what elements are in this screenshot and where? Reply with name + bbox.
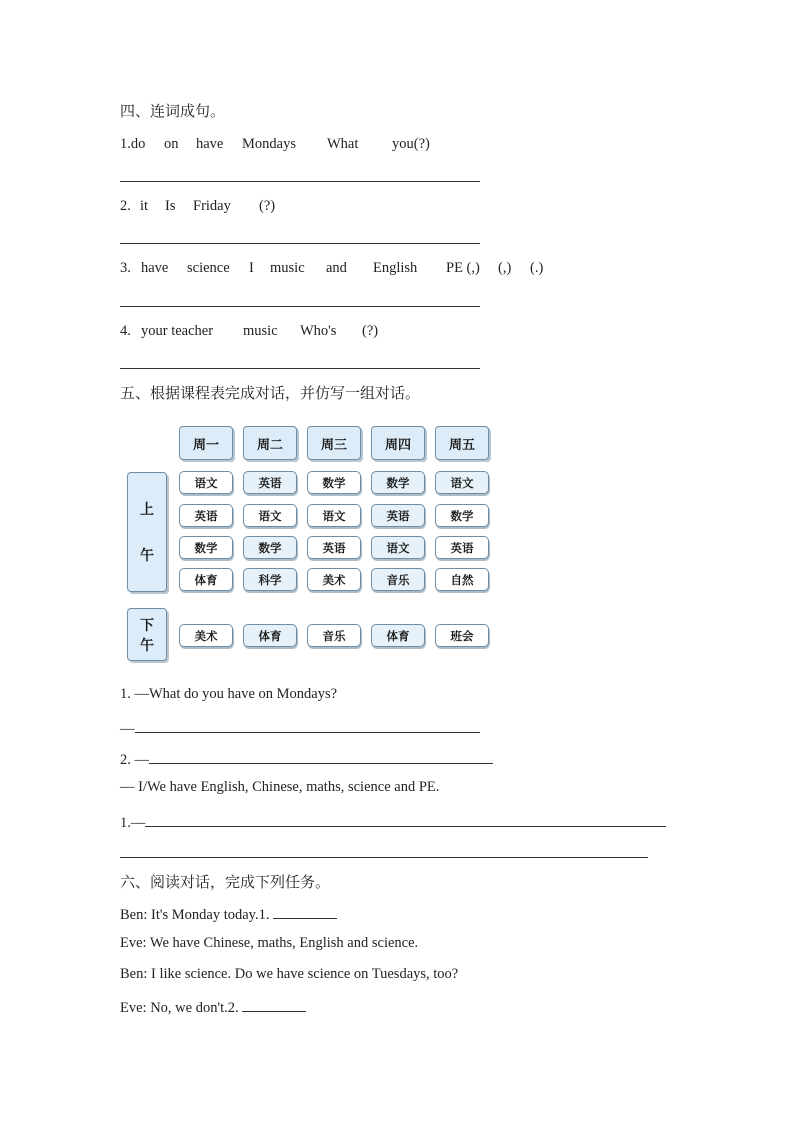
reading-text: Eve: No, we don't.2. [120, 1000, 243, 1016]
word: 4. [120, 323, 131, 339]
day-header-wed: 周三 [307, 426, 361, 460]
morning-label [127, 472, 167, 592]
answer-line[interactable] [120, 181, 480, 182]
word: Who's [300, 323, 337, 339]
word: your teacher [141, 323, 214, 339]
timetable-cell: 英语 [243, 471, 297, 494]
word: have [196, 136, 224, 152]
word: 2. [120, 198, 131, 214]
imitation-prefix: 1.— [120, 815, 146, 831]
word: music [243, 323, 278, 339]
timetable-cell: 英语 [435, 536, 489, 559]
timetable-cell: 英语 [307, 536, 361, 559]
dialogue-2-answer: — I/We have English, Chinese, maths, science and PE. [120, 779, 440, 795]
timetable-cell: 班会 [435, 624, 489, 647]
timetable-cell: 自然 [435, 568, 489, 591]
dialogue-2-question [120, 748, 493, 769]
answer-blank[interactable] [149, 748, 493, 764]
dialogue-2-prefix: 2. — [120, 752, 149, 768]
timetable-cell: 语文 [371, 536, 425, 559]
timetable-cell: 英语 [179, 504, 233, 527]
reading-line-4 [120, 997, 306, 1017]
timetable-cell: 语文 [435, 471, 489, 494]
word: English [373, 260, 418, 276]
word: and [326, 260, 347, 276]
word: you(?) [392, 136, 430, 152]
word: Friday [193, 198, 231, 214]
day-header-mon: 周一 [179, 426, 233, 460]
timetable-cell: 数学 [179, 536, 233, 559]
dialogue-1-answer [120, 717, 480, 738]
morning-label-char: 午 [140, 548, 154, 564]
answer-blank[interactable] [145, 811, 666, 827]
answer-blank[interactable] [273, 904, 337, 919]
section4-heading: 四、连词成句。 [120, 102, 226, 120]
afternoon-label-char: 午 [140, 637, 154, 654]
timetable-cell: 语文 [243, 504, 297, 527]
reading-line-1 [120, 904, 337, 924]
section5-heading: 五、根据课程表完成对话，并仿写一组对话。 [120, 384, 421, 402]
day-header-thu: 周四 [371, 426, 425, 460]
word: (?) [362, 323, 379, 339]
timetable-cell: 科学 [243, 568, 297, 591]
timetable-cell: 体育 [371, 624, 425, 647]
answer-blank[interactable] [242, 997, 306, 1012]
timetable-cell: 体育 [179, 568, 233, 591]
word: (.) [530, 260, 544, 276]
reading-text: Ben: It's Monday today.1. [120, 907, 274, 923]
section6-heading: 六、阅读对话，完成下列任务。 [120, 873, 331, 891]
timetable-cell: 美术 [179, 624, 233, 647]
timetable-cell: 美术 [307, 568, 361, 591]
word: PE (,) [446, 260, 480, 276]
word: music [270, 260, 305, 276]
word: 1.do [120, 136, 146, 152]
timetable-cell: 体育 [243, 624, 297, 647]
timetable-cell: 英语 [371, 504, 425, 527]
word: science [187, 260, 230, 276]
timetable-cell: 数学 [307, 471, 361, 494]
answer-blank[interactable] [135, 717, 480, 733]
morning-label-char: 上 [140, 502, 154, 518]
answer-line[interactable] [120, 243, 480, 244]
dash: — [120, 721, 135, 737]
day-header-fri: 周五 [435, 426, 489, 460]
answer-line[interactable] [120, 306, 480, 307]
timetable-cell: 数学 [371, 471, 425, 494]
word: 3. [120, 260, 131, 276]
timetable-cell: 音乐 [371, 568, 425, 591]
timetable-cell: 语文 [179, 471, 233, 494]
timetable-cell: 数学 [243, 536, 297, 559]
answer-line[interactable] [120, 368, 480, 369]
answer-line[interactable] [120, 857, 648, 858]
timetable-cell: 音乐 [307, 624, 361, 647]
timetable-cell: 语文 [307, 504, 361, 527]
word: Mondays [242, 136, 296, 152]
word: (?) [259, 198, 276, 214]
afternoon-label [127, 608, 167, 661]
word: Is [165, 198, 176, 214]
reading-line-2: Eve: We have Chinese, maths, English and science. [120, 935, 419, 951]
word: on [164, 136, 179, 152]
word: What [327, 136, 359, 152]
timetable-cell: 数学 [435, 504, 489, 527]
word: it [140, 198, 149, 214]
reading-line-3: Ben: I like science. Do we have science on Tuesdays, too? [120, 966, 459, 982]
day-header-tue: 周二 [243, 426, 297, 460]
word: I [249, 260, 254, 276]
dialogue-1-question: 1. —What do you have on Mondays? [120, 686, 338, 702]
word: have [141, 260, 169, 276]
word: (,) [498, 260, 512, 276]
imitation-line [120, 811, 666, 832]
afternoon-label-char: 下 [140, 617, 154, 634]
